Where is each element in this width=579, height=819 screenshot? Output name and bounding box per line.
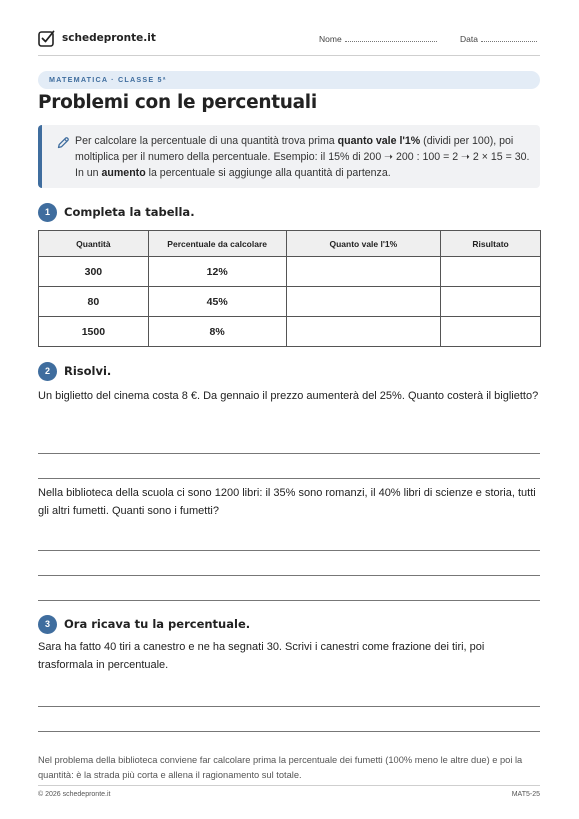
- table-row: [39, 317, 541, 347]
- pencil-icon: [56, 136, 70, 150]
- section-number: 2: [38, 362, 57, 381]
- result-answer-cell[interactable]: [441, 257, 541, 287]
- copyright: © 2026 schedepronte.it: [38, 791, 111, 798]
- answer-line[interactable]: [38, 706, 540, 707]
- answer-line[interactable]: [38, 731, 540, 732]
- percent-cell: 8%: [148, 317, 286, 347]
- column-header: Percentuale da calcolare: [148, 231, 286, 257]
- name-label: Nome: [319, 34, 342, 44]
- date-label: Data: [460, 34, 478, 44]
- section-title: Ora ricava tu la percentuale.: [64, 617, 251, 631]
- answer-line[interactable]: [38, 478, 540, 479]
- problem-library: Nella biblioteca della scuola ci sono 1200 libri: il 35% sono romanzi, il 40% libri di scienze e storia, tutti gli altri fumetti. Quanti sono i fumetti?: [38, 487, 536, 517]
- table-row: [39, 287, 541, 317]
- percent-cell: 45%: [148, 287, 286, 317]
- table-row: [39, 257, 541, 287]
- section-number: 3: [38, 615, 57, 634]
- column-header: Risultato: [441, 231, 541, 257]
- quantity-cell: 300: [39, 257, 149, 287]
- result-answer-cell[interactable]: [441, 317, 541, 347]
- page-footer: [38, 785, 540, 798]
- percent-cell: 12%: [148, 257, 286, 287]
- date-field[interactable]: [460, 34, 537, 44]
- column-header: Quanto vale l'1%: [286, 231, 441, 257]
- tip-box: [38, 125, 540, 188]
- name-blank[interactable]: [345, 34, 437, 42]
- page-header: [38, 30, 540, 56]
- section-3-heading: [38, 614, 250, 634]
- answer-line[interactable]: [38, 453, 540, 454]
- subject-banner: MATEMATICA · CLASSE 5ª: [38, 71, 540, 89]
- section-title: Completa la tabella.: [64, 205, 195, 219]
- tip-text: Per calcolare la percentuale di una quantità trova prima quanto vale l'1% (dividi per 100), poi moltiplica per il numero della percentuale. Esempio: il 15% di 200 ➝ 200 : 100 = 2 ➝ 2 × 15 = 30. In un aumento la percentuale si aggiunge alla quantità di partenza.: [75, 135, 530, 179]
- quantity-cell: 1500: [39, 317, 149, 347]
- section-number: 1: [38, 203, 57, 222]
- page-title: Problemi con le percentuali: [38, 92, 317, 113]
- one-percent-answer-cell[interactable]: [286, 257, 441, 287]
- answer-line[interactable]: [38, 550, 540, 551]
- date-blank[interactable]: [481, 34, 537, 42]
- section-1-heading: [38, 202, 195, 222]
- brand-name: schedepronte.it: [62, 32, 156, 44]
- column-header: Quantità: [39, 231, 149, 257]
- section-title: Risolvi.: [64, 364, 112, 378]
- answer-line[interactable]: [38, 575, 540, 576]
- checkbox-icon: [38, 30, 55, 47]
- table-header-row: [39, 231, 541, 257]
- quantity-cell: 80: [39, 287, 149, 317]
- result-answer-cell[interactable]: [441, 287, 541, 317]
- name-field[interactable]: [319, 34, 437, 44]
- teacher-note: Nel problema della biblioteca conviene far calcolare prima la percentuale dei fumetti (100% meno le altre due) e poi la quantità: è la strada più corta e allena il ragionamento sul totale.: [38, 755, 523, 780]
- section-2-heading: [38, 361, 111, 381]
- problem-cinema: Un biglietto del cinema costa 8 €. Da gennaio il prezzo aumenterà del 25%. Quanto costerà il biglietto?: [38, 390, 539, 402]
- percent-table: [38, 230, 541, 347]
- one-percent-answer-cell[interactable]: [286, 287, 441, 317]
- problem-basketball: Sara ha fatto 40 tiri a canestro e ne ha segnati 30. Scrivi i canestri come frazione dei tiri, poi trasformala in percentuale.: [38, 641, 485, 671]
- one-percent-answer-cell[interactable]: [286, 317, 441, 347]
- answer-line[interactable]: [38, 600, 540, 601]
- sheet-code: MAT5-25: [511, 791, 540, 798]
